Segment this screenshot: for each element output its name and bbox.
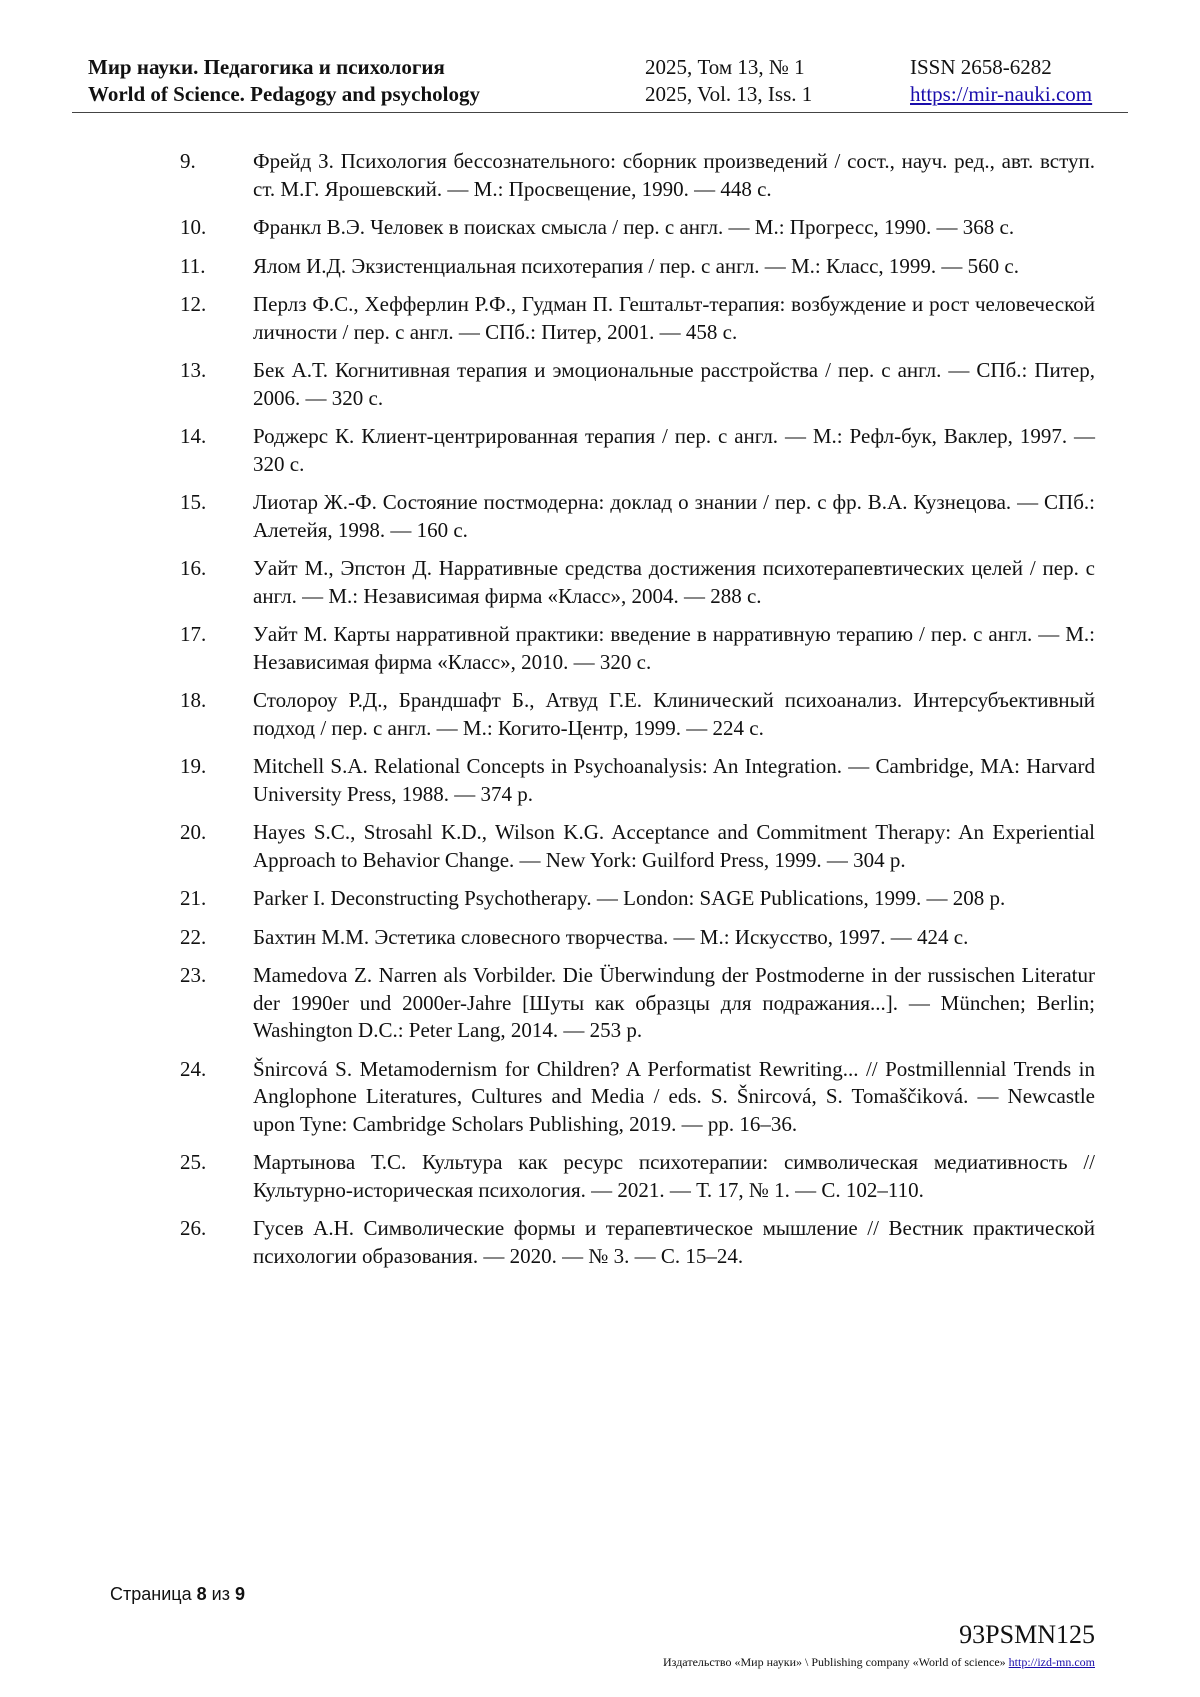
issn-info (910, 54, 1092, 108)
reference-text: Hayes S.C., Strosahl K.D., Wilson K.G. Acceptance and Commitment Therapy: An Experiential Approach to Behavior Change. — New York: Guilford Press, 1999. — 304 p. (253, 820, 1095, 872)
reference-text: Mamedova Z. Narren als Vorbilder. Die Überwindung der Postmoderne in der russischen Literatur der 1990er und 2000er-Jahre [Шуты как образцы для подражания...]. — München; Berlin; Washington D.C.: Peter Lang, 2014. — 253 p. (253, 963, 1095, 1042)
reference-number: 25. (180, 1150, 207, 1174)
reference-text: Уайт М., Эпстон Д. Нарративные средства достижения психотерапевтических целей / пер. с англ. — М.: Независимая фирма «Класс», 2004. — 288 с. (253, 556, 1095, 608)
reference-number: 26. (180, 1216, 207, 1240)
reference-number: 10. (180, 215, 207, 239)
page-mid: из (211, 1584, 230, 1604)
reference-text: Šnircová S. Metamodernism for Children? A Performatist Rewriting... // Postmillennial Trends in Anglophone Literatures, Cultures and Media / eds. S. Šnircová, S. Tomaščiková. — Newcastle upon Tyne: Cambridge Scholars Publishing, 2019. — pp. 16–36. (253, 1056, 1095, 1136)
reference-item (180, 1149, 1095, 1204)
reference-item (180, 687, 1095, 742)
reference-number: 13. (180, 358, 207, 382)
reference-text: Перлз Ф.С., Хефферлин Р.Ф., Гудман П. Гештальт-терапия: возбуждение и рост человеческой личности / пер. с англ. — СПб.: Питер, 2001. — 458 с. (253, 292, 1095, 344)
reference-text: Мартынова Т.С. Культура как ресурс психотерапии: символическая медиативность // Культурно-историческая психология. — 2021. — Т. 17, № 1. — С. 102–110. (253, 1150, 1095, 1202)
reference-text: Уайт М. Карты нарративной практики: введение в нарративную терапию / пер. с англ. — М.: Независимая фирма «Класс», 2010. — 320 с. (253, 622, 1095, 674)
reference-item (180, 621, 1095, 676)
reference-text: Mitchell S.A. Relational Concepts in Psychoanalysis: An Integration. — Cambridge, MA: Harvard University Press, 1988. — 374 p. (253, 754, 1095, 806)
reference-text: Франкл В.Э. Человек в поисках смысла / пер. с англ. — М.: Прогресс, 1990. — 368 с. (253, 215, 1015, 239)
reference-number: 15. (180, 490, 207, 514)
reference-text: Бахтин М.М. Эстетика словесного творчества. — М.: Искусство, 1997. — 424 с. (253, 924, 969, 949)
reference-item (180, 148, 1095, 203)
page-prefix: Страница (110, 1584, 192, 1604)
article-code: 93PSMN125 (959, 1620, 1095, 1649)
reference-text: Parker I. Deconstructing Psychotherapy. — London: SAGE Publications, 1999. — 208 p. (253, 886, 1006, 910)
reference-text: Столороу Р.Д., Брандшафт Б., Атвуд Г.Е. Клинический психоанализ. Интерсубъективный подход / пер. с англ. — М.: Когито-Центр, 1999. — 224 с. (253, 688, 1095, 740)
reference-item (180, 357, 1095, 412)
journal-title (88, 54, 480, 108)
issue-en: 2025, Vol. 13, Iss. 1 (645, 82, 813, 106)
reference-text: Ялом И.Д. Экзистенциальная психотерапия / пер. с англ. — М.: Класс, 1999. — 560 с. (253, 253, 1019, 278)
page-current: 8 (196, 1584, 207, 1604)
reference-number: 12. (180, 292, 207, 316)
reference-number: 9. (180, 149, 196, 173)
issue-ru: 2025, Том 13, № 1 (645, 55, 805, 79)
reference-text: Лиотар Ж.-Ф. Состояние постмодерна: доклад о знании / пер. с фр. В.А. Кузнецова. — СПб.: Алетейя, 1998. — 160 с. (253, 490, 1095, 542)
reference-number: 24. (180, 1056, 207, 1081)
reference-text: Роджерс К. Клиент-центрированная терапия / пер. с англ. — М.: Рефл-бук, Ваклер, 1997. — 320 с. (253, 424, 1095, 476)
publisher-text: Издательство «Мир науки» \ Publishing company «World of science» (663, 1655, 1006, 1669)
reference-number: 19. (180, 754, 207, 778)
reference-item (180, 819, 1095, 874)
reference-number: 14. (180, 424, 207, 448)
reference-item (180, 253, 1095, 281)
journal-url-link[interactable]: https://mir-nauki.com (910, 82, 1093, 106)
reference-item (180, 1056, 1095, 1139)
reference-number: 11. (180, 253, 206, 278)
reference-item (180, 555, 1095, 610)
reference-item (180, 489, 1095, 544)
reference-number: 22. (180, 924, 207, 949)
journal-title-ru: Мир науки. Педагогика и психология (88, 55, 445, 79)
publisher-line (663, 1655, 1095, 1670)
reference-item (180, 924, 1095, 952)
reference-number: 20. (180, 820, 207, 844)
reference-number: 18. (180, 688, 207, 712)
reference-item (180, 291, 1095, 346)
reference-number: 21. (180, 886, 207, 910)
publisher-link[interactable]: http://izd-mn.com (1008, 1655, 1095, 1669)
issn: ISSN 2658-6282 (910, 55, 1052, 79)
reference-item (180, 423, 1095, 478)
reference-number: 23. (180, 963, 207, 987)
reference-text: Фрейд З. Психология бессознательного: сборник произведений / сост., науч. ред., авт. вступ. ст. М.Г. Ярошевский. — М.: Просвещение, 1990. — 448 с. (253, 149, 1095, 201)
page-header (72, 54, 1128, 113)
reference-item (180, 753, 1095, 808)
reference-item (180, 214, 1095, 242)
reference-item (180, 885, 1095, 913)
reference-item (180, 962, 1095, 1045)
page-counter (110, 1584, 245, 1605)
reference-text: Бек А.Т. Когнитивная терапия и эмоциональные расстройства / пер. с англ. — СПб.: Питер, 2006. — 320 с. (253, 358, 1095, 410)
issue-info (645, 54, 812, 108)
reference-item (180, 1215, 1095, 1270)
reference-number: 16. (180, 556, 207, 580)
reference-number: 17. (180, 622, 207, 646)
reference-list (180, 148, 1095, 1281)
page-total: 9 (234, 1584, 245, 1604)
journal-title-en: World of Science. Pedagogy and psychology (88, 82, 481, 106)
reference-text: Гусев А.Н. Символические формы и терапевтическое мышление // Вестник практической психологии образования. — 2020. — № 3. — С. 15–24. (253, 1216, 1095, 1268)
